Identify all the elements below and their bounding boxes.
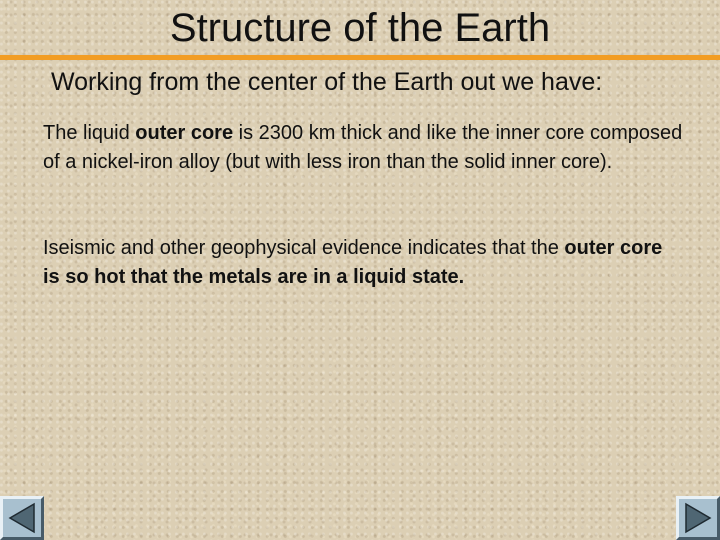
- paragraph-1-bold-term: outer core: [135, 122, 234, 144]
- previous-slide-button[interactable]: [0, 496, 44, 540]
- paragraph-2-text-start: Iseismic and other geophysical evidence indicates that the: [43, 237, 565, 259]
- paragraph-outer-core: [43, 119, 683, 177]
- next-slide-button[interactable]: [676, 496, 720, 540]
- previous-arrow-icon: [5, 501, 39, 535]
- paragraph-1-text-end: is 2300 km thick and like the inner core composed of a nickel-iron alloy (but with less iron than the solid inner core).: [43, 122, 683, 173]
- paragraph-2-bold-statement: outer core is so hot that the metals are in a liquid state.: [43, 237, 663, 288]
- slide-title: Structure of the Earth: [169, 6, 551, 50]
- slide-subtitle: Working from the center of the Earth out we have:: [51, 68, 603, 96]
- paragraph-1-text-start: The liquid: [43, 122, 136, 144]
- title-divider: [0, 55, 720, 60]
- paragraph-evidence: [43, 234, 683, 292]
- next-arrow-icon: [681, 501, 715, 535]
